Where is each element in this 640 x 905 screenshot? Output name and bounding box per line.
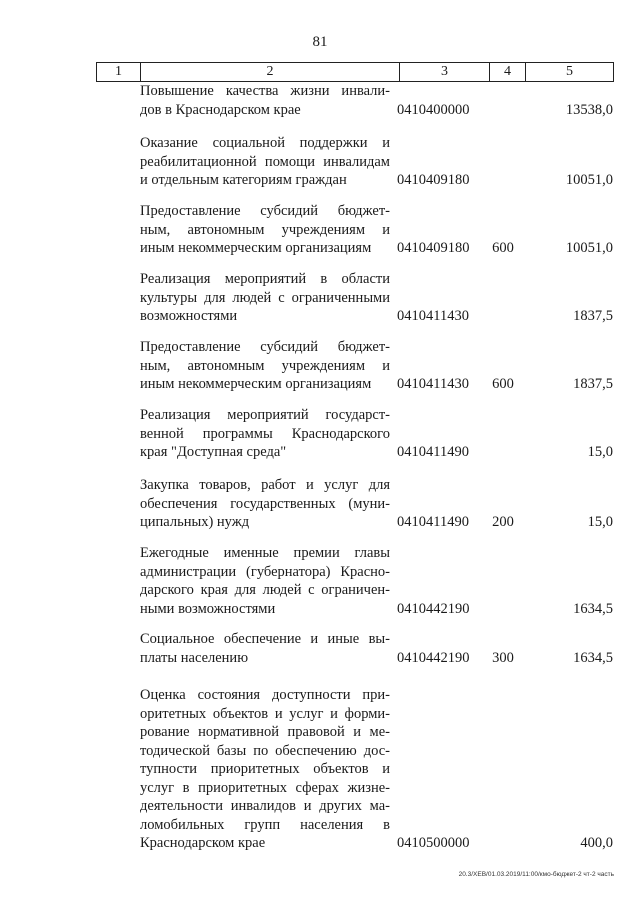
row-name-line: тупности приоритетных объектов и bbox=[140, 761, 390, 777]
row-name-line: ными возможностями bbox=[140, 600, 276, 617]
table-header bbox=[96, 62, 614, 82]
row-name-line: края "Доступная среда" bbox=[140, 444, 287, 460]
row-expense-type: 600 bbox=[492, 376, 514, 392]
row-code: 0410411490 bbox=[397, 514, 469, 530]
row-name bbox=[140, 270, 390, 326]
row-name-line: иным некоммерческим организациям bbox=[140, 376, 372, 392]
row-amount: 15,0 bbox=[587, 444, 613, 460]
row-name-line: платы населению bbox=[140, 649, 249, 666]
row-name-line: услуг в приоритетных сферах жизне- bbox=[140, 779, 390, 796]
row-name bbox=[140, 82, 390, 119]
row-name-line: и отдельным категориям граждан bbox=[140, 172, 347, 188]
row-name-line: администрации (губернатора) Красно- bbox=[140, 563, 390, 580]
row-name-line: иным некоммерческим организациям bbox=[140, 240, 372, 256]
row-name-line: возможностями bbox=[140, 308, 238, 324]
row-name-line: Оценка состояния доступности при- bbox=[140, 687, 390, 703]
row-name bbox=[140, 544, 390, 618]
row-code: 0410442190 bbox=[397, 649, 470, 666]
row-name-line: венной программы Краснодарского bbox=[140, 425, 390, 442]
row-name-line: тодической базы по обеспечению дос- bbox=[140, 742, 390, 759]
row-code: 0410411430 bbox=[397, 308, 469, 324]
row-amount: 1634,5 bbox=[573, 649, 613, 666]
row-code: 0410411490 bbox=[397, 444, 469, 460]
footer-file-path: 20.3/ХЕВ/01.03.2019/11:00/кмо-бюджет-2 чт-2 часть bbox=[458, 871, 614, 878]
row-name-line: Краснодарском крае bbox=[140, 835, 266, 851]
row-name bbox=[140, 476, 390, 532]
row-name-line: Оказание социальной поддержки и bbox=[140, 135, 390, 151]
row-expense-type: 300 bbox=[492, 649, 514, 666]
row-name-line: ципальных) нужд bbox=[140, 514, 250, 530]
row-code: 0410500000 bbox=[397, 835, 470, 851]
row-name bbox=[140, 630, 390, 667]
header-col-1: 1 bbox=[97, 63, 141, 81]
row-amount: 1837,5 bbox=[573, 308, 613, 324]
header-col-4: 4 bbox=[490, 63, 526, 81]
row-amount: 13538,0 bbox=[565, 101, 613, 118]
row-name bbox=[140, 134, 390, 190]
row-name-line: реабилитационной помощи инвалидам bbox=[140, 153, 390, 170]
row-name-line: Предоставление субсидий бюджет- bbox=[140, 203, 390, 219]
row-code: 0410409180 bbox=[397, 172, 470, 188]
row-amount: 400,0 bbox=[580, 835, 613, 851]
row-code: 0410409180 bbox=[397, 240, 470, 256]
header-col-2: 2 bbox=[141, 63, 400, 81]
row-name-line: дов в Краснодарском крае bbox=[140, 101, 301, 118]
row-name bbox=[140, 686, 390, 853]
row-name-line: деятельности инвалидов и других ма- bbox=[140, 798, 390, 814]
header-col-3: 3 bbox=[400, 63, 490, 81]
row-name-line: Ежегодные именные премии главы bbox=[140, 545, 390, 561]
row-amount: 15,0 bbox=[587, 514, 613, 530]
row-name-line: ным, автономным учреждениям и bbox=[140, 221, 390, 238]
row-name-line: оритетных объектов и услуг и форми- bbox=[140, 705, 390, 722]
row-name-line: ным, автономным учреждениям и bbox=[140, 357, 390, 374]
row-name-line: дарского края для людей с ограничен- bbox=[140, 582, 390, 598]
row-name bbox=[140, 202, 390, 258]
row-name-line: Социальное обеспечение и иные вы- bbox=[140, 631, 390, 647]
page-number: 81 bbox=[312, 34, 328, 50]
row-name bbox=[140, 406, 390, 462]
header-col-5: 5 bbox=[566, 64, 573, 79]
row-amount: 10051,0 bbox=[565, 240, 613, 256]
row-code: 0410400000 bbox=[397, 101, 470, 118]
row-name-line: рование нормативной правовой и ме- bbox=[140, 724, 390, 740]
row-amount: 1837,5 bbox=[573, 376, 613, 392]
row-name-line: Повышение качества жизни инвали- bbox=[140, 83, 390, 99]
row-name-line: Реализация мероприятий государст- bbox=[140, 407, 390, 423]
row-code: 0410411430 bbox=[397, 376, 469, 392]
row-name-line: Предоставление субсидий бюджет- bbox=[140, 339, 390, 355]
row-amount: 10051,0 bbox=[565, 172, 613, 188]
row-name bbox=[140, 338, 390, 394]
row-code: 0410442190 bbox=[397, 600, 470, 617]
row-name-line: обеспечения государственных (муни- bbox=[140, 495, 390, 512]
row-expense-type: 600 bbox=[492, 240, 514, 256]
row-name-line: Реализация мероприятий в области bbox=[140, 271, 390, 287]
row-name-line: культуры для людей с ограниченными bbox=[140, 289, 390, 306]
row-name-line: ломобильных групп населения в bbox=[140, 816, 390, 833]
row-amount: 1634,5 bbox=[573, 600, 613, 617]
row-name-line: Закупка товаров, работ и услуг для bbox=[140, 477, 390, 493]
row-expense-type: 200 bbox=[492, 514, 514, 530]
